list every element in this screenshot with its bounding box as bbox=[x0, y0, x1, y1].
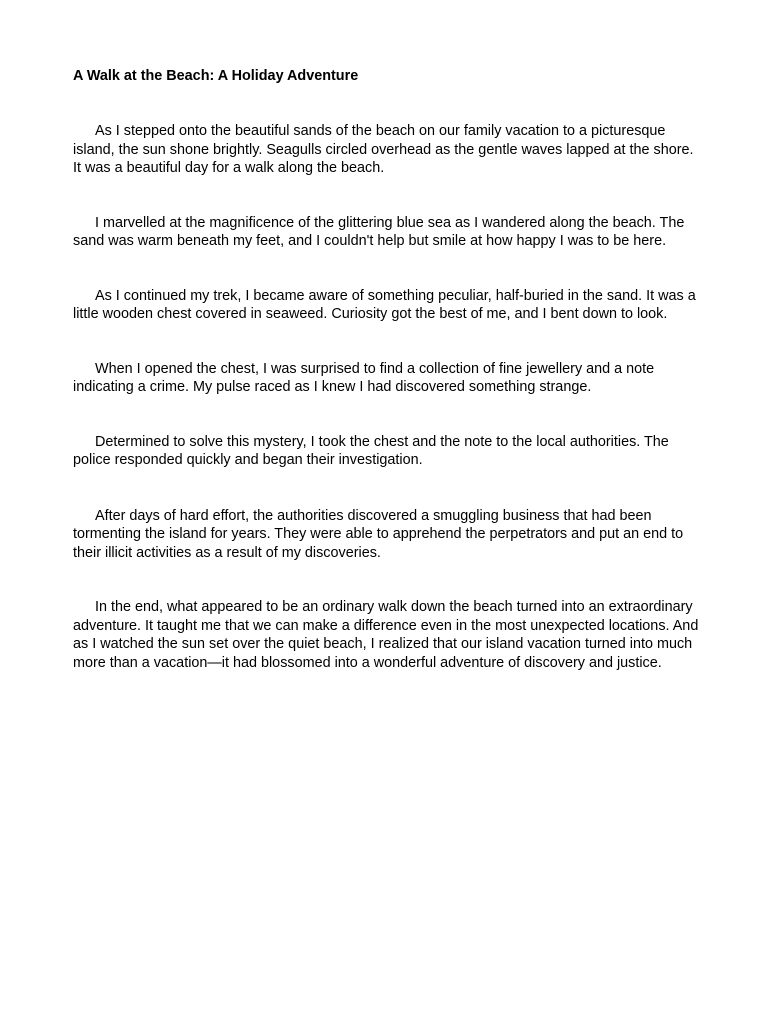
paragraph-4: When I opened the chest, I was surprised to find a collection of fine jewellery and a note indicating a crime. My pulse raced as I knew I had discovered something strange. bbox=[73, 360, 655, 395]
paragraph-1: As I stepped onto the beautiful sands of the beach on our family vacation to a picturesque island, the sun shone brightly. Seagulls circled overhead as the gentle waves lapped at the shore. It was a beautiful day for a walk along the beach. bbox=[73, 123, 694, 176]
paragraph-5: Determined to solve this mystery, I took the chest and the note to the local authorities. The police responded quickly and began their investigation. bbox=[73, 433, 669, 468]
paragraph-7: In the end, what appeared to be an ordinary walk down the beach turned into an extraordinary adventure. It taught me that we can make a difference even in the most unexpected locations. And as I watched the sun set over the quiet beach, I realized that our island vacation turned into much more than a vacation—it had blossomed into a wonderful adventure of discovery and justice. bbox=[73, 599, 699, 671]
paragraph-3: As I continued my trek, I became aware of something peculiar, half-buried in the sand. It was a little wooden chest covered in seaweed. Curiosity got the best of me, and I bent down to look. bbox=[73, 287, 696, 322]
document-title: A Walk at the Beach: A Holiday Adventure bbox=[73, 68, 359, 84]
document-page bbox=[73, 67, 703, 672]
paragraph-2: I marvelled at the magnificence of the glittering blue sea as I wandered along the beach. The sand was warm beneath my feet, and I couldn't help but smile at how happy I was to be here. bbox=[73, 214, 685, 249]
paragraph-6: After days of hard effort, the authorities discovered a smuggling business that had been tormenting the island for years. They were able to apprehend the perpetrators and put an end to their illicit activities as a result of my discoveries. bbox=[73, 507, 684, 561]
